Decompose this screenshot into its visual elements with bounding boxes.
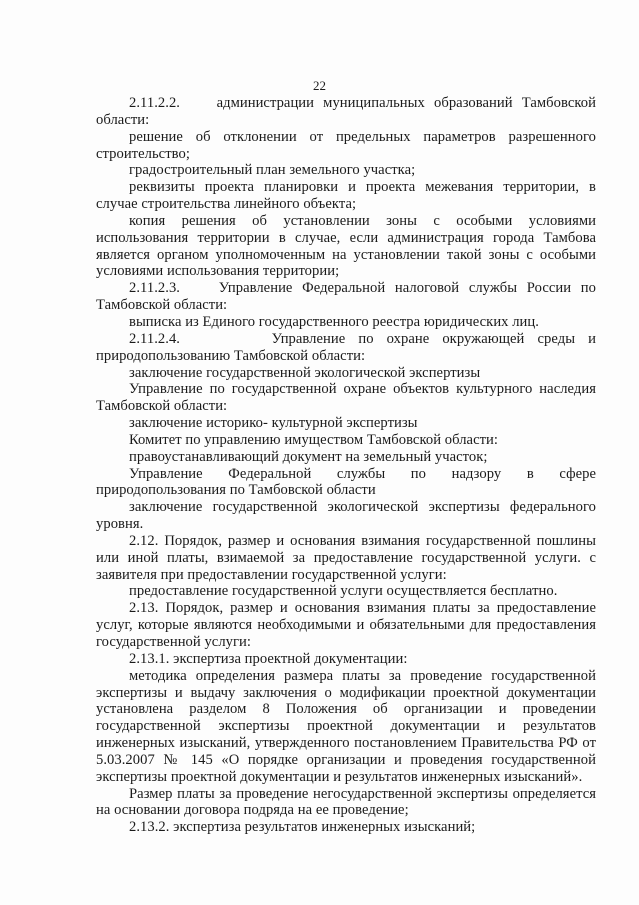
paragraph: заключение государственной экологической экспертизы <box>129 364 481 381</box>
paragraph: 2.11.2.3. Управление Федеральной налоговой службы России по Тамбовской области: <box>96 280 596 314</box>
paragraph: 2.12. Порядок, размер и основания взимания государственной пошлины или иной платы, взимаемой за предоставление государственной услуги. с заявителя при предоставлении государственной услуги: <box>96 532 596 583</box>
paragraph: Комитет по управлению имуществом Тамбовской области: <box>129 431 498 448</box>
paragraph: заключение государственной экологической экспертизы федерального уровня. <box>96 499 596 533</box>
paragraph: градостроительный план земельного участка; <box>129 162 416 179</box>
paragraph: Управление Федеральной службы по надзору в сфере природопользования по Тамбовской области <box>96 465 596 499</box>
paragraph: решение об отклонении от предельных параметров разрешенного строительство; <box>96 128 596 162</box>
paragraph: 2.13. Порядок, размер и основания взимания платы за предоставление услуг, которые являются необходимыми и обязательными для предоставления государственной услуги: <box>96 600 596 650</box>
paragraph: Управление по государственной охране объектов культурного наследия Тамбовской области: <box>96 381 596 415</box>
paragraph: 2.13.1. экспертиза проектной документации: <box>129 650 408 667</box>
paragraph: 2.11.2.2. администрации муниципальных образований Тамбовской области: <box>96 95 596 128</box>
paragraph: предоставление государственной услуги осуществляется бесплатно. <box>129 583 558 600</box>
paragraph: правоустанавливающий документ на земельный участок; <box>129 448 488 465</box>
paragraph: заключение историко- культурной экспертизы <box>129 415 418 432</box>
page-number: 22 <box>313 78 326 93</box>
paragraph: выписка из Единого государственного реестра юридических лиц. <box>129 313 539 330</box>
paragraph: методика определения размера платы за проведение государственной экспертизы и выдачу заключения о модификации проектной документации установлена разделом 8 Положения об организации и проведении государственной экспертизы проектной документации и результатов инженерных изысканий, утвержденного постановлением Правительства РФ от 5.03.2007 № 145 «О порядке организации и проведения государственной экспертизы проектной документации и результатов инженерных изысканий». <box>96 667 596 785</box>
paragraph: реквизиты проекта планировки и проекта межевания территории, в случае строительства линейного объекта; <box>96 179 596 213</box>
paragraph: копия решения об установлении зоны с особыми условиями использования территории в случае, если администрация города Тамбова является органом уполномоченным на установлении такой зоны с особыми условиями использования территории; <box>96 212 596 280</box>
paragraph: 2.11.2.4. Управление по охране окружающей среды и природопользованию Тамбовской области: <box>96 330 596 364</box>
paragraph: 2.13.2. экспертиза результатов инженерных изысканий; <box>129 819 476 836</box>
document-body <box>96 95 596 836</box>
paragraph: Размер платы за проведение негосударственной экспертизы определяется на основании договора подряда на ее проведение; <box>96 785 596 819</box>
